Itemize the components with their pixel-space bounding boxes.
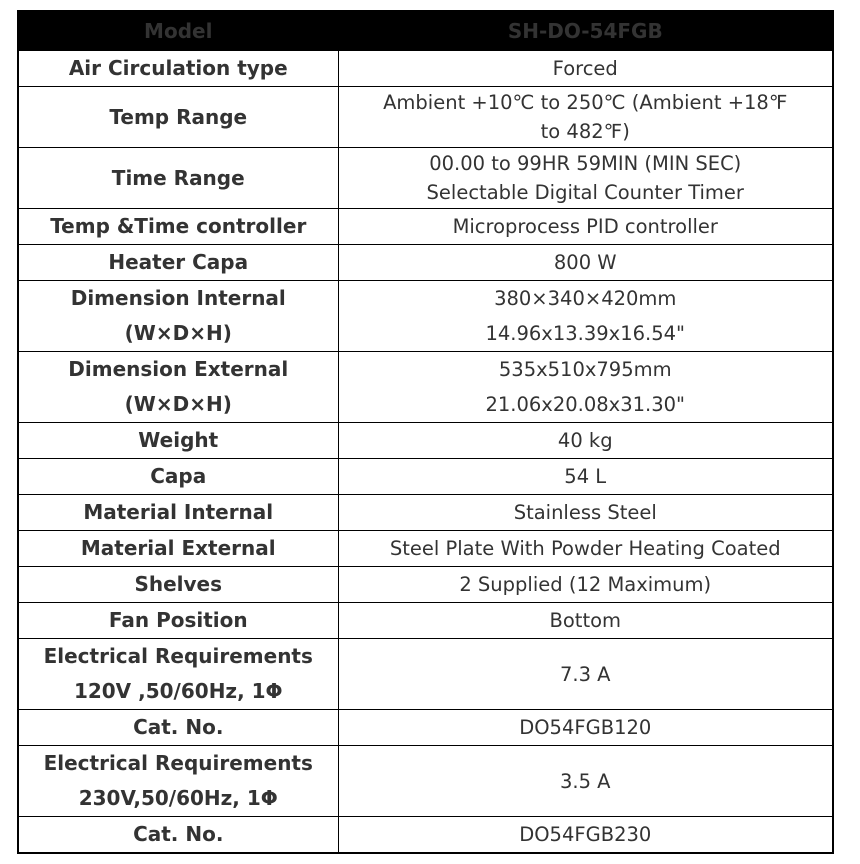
row-value: Bottom <box>338 603 833 639</box>
row-value: Ambient +10℃ to 250℃ (Ambient +18℉ to 482℉) <box>338 87 833 148</box>
table-row <box>18 51 833 87</box>
table-row <box>18 746 833 817</box>
row-value: Steel Plate With Powder Heating Coated <box>338 531 833 567</box>
header-model-value: SH-DO-54FGB <box>338 11 833 51</box>
table-row <box>18 459 833 495</box>
table-row <box>18 567 833 603</box>
row-value: 54 L <box>338 459 833 495</box>
row-value: 2 Supplied (12 Maximum) <box>338 567 833 603</box>
table-row <box>18 87 833 148</box>
row-label: Electrical Requirements 120V ,50/60Hz, 1Φ <box>18 639 338 710</box>
row-label: Air Circulation type <box>18 51 338 87</box>
row-value: 535x510x795mm 21.06x20.08x31.30" <box>338 352 833 423</box>
row-value: 380×340×420mm 14.96x13.39x16.54" <box>338 281 833 352</box>
row-label: Temp Range <box>18 87 338 148</box>
row-label: Cat. No. <box>18 817 338 854</box>
row-value: 40 kg <box>338 423 833 459</box>
row-label: Cat. No. <box>18 710 338 746</box>
row-value: 800 W <box>338 245 833 281</box>
table-row <box>18 245 833 281</box>
row-value: 00.00 to 99HR 59MIN (MIN SEC) Selectable Digital Counter Timer <box>338 148 833 209</box>
table-row <box>18 423 833 459</box>
row-label: Temp &Time controller <box>18 209 338 245</box>
table-row <box>18 710 833 746</box>
table-row <box>18 817 833 854</box>
table-row <box>18 281 833 352</box>
table-row <box>18 352 833 423</box>
row-value: DO54FGB230 <box>338 817 833 854</box>
spec-table <box>17 10 834 854</box>
row-value: 3.5 A <box>338 746 833 817</box>
row-label: Fan Position <box>18 603 338 639</box>
row-label: Time Range <box>18 148 338 209</box>
row-label: Dimension Internal (W×D×H) <box>18 281 338 352</box>
row-label: Shelves <box>18 567 338 603</box>
table-row <box>18 531 833 567</box>
row-value: DO54FGB120 <box>338 710 833 746</box>
table-row <box>18 148 833 209</box>
row-label: Weight <box>18 423 338 459</box>
table-row <box>18 209 833 245</box>
row-value: 7.3 A <box>338 639 833 710</box>
spec-table-container <box>17 10 832 854</box>
row-label: Heater Capa <box>18 245 338 281</box>
table-header-row <box>18 11 833 51</box>
row-value: Forced <box>338 51 833 87</box>
row-label: Dimension External (W×D×H) <box>18 352 338 423</box>
table-row <box>18 603 833 639</box>
row-label: Material Internal <box>18 495 338 531</box>
table-row <box>18 495 833 531</box>
header-label: Model <box>18 11 338 51</box>
table-row <box>18 639 833 710</box>
row-label: Capa <box>18 459 338 495</box>
row-label: Material External <box>18 531 338 567</box>
row-value: Microprocess PID controller <box>338 209 833 245</box>
row-value: Stainless Steel <box>338 495 833 531</box>
row-label: Electrical Requirements 230V,50/60Hz, 1Φ <box>18 746 338 817</box>
